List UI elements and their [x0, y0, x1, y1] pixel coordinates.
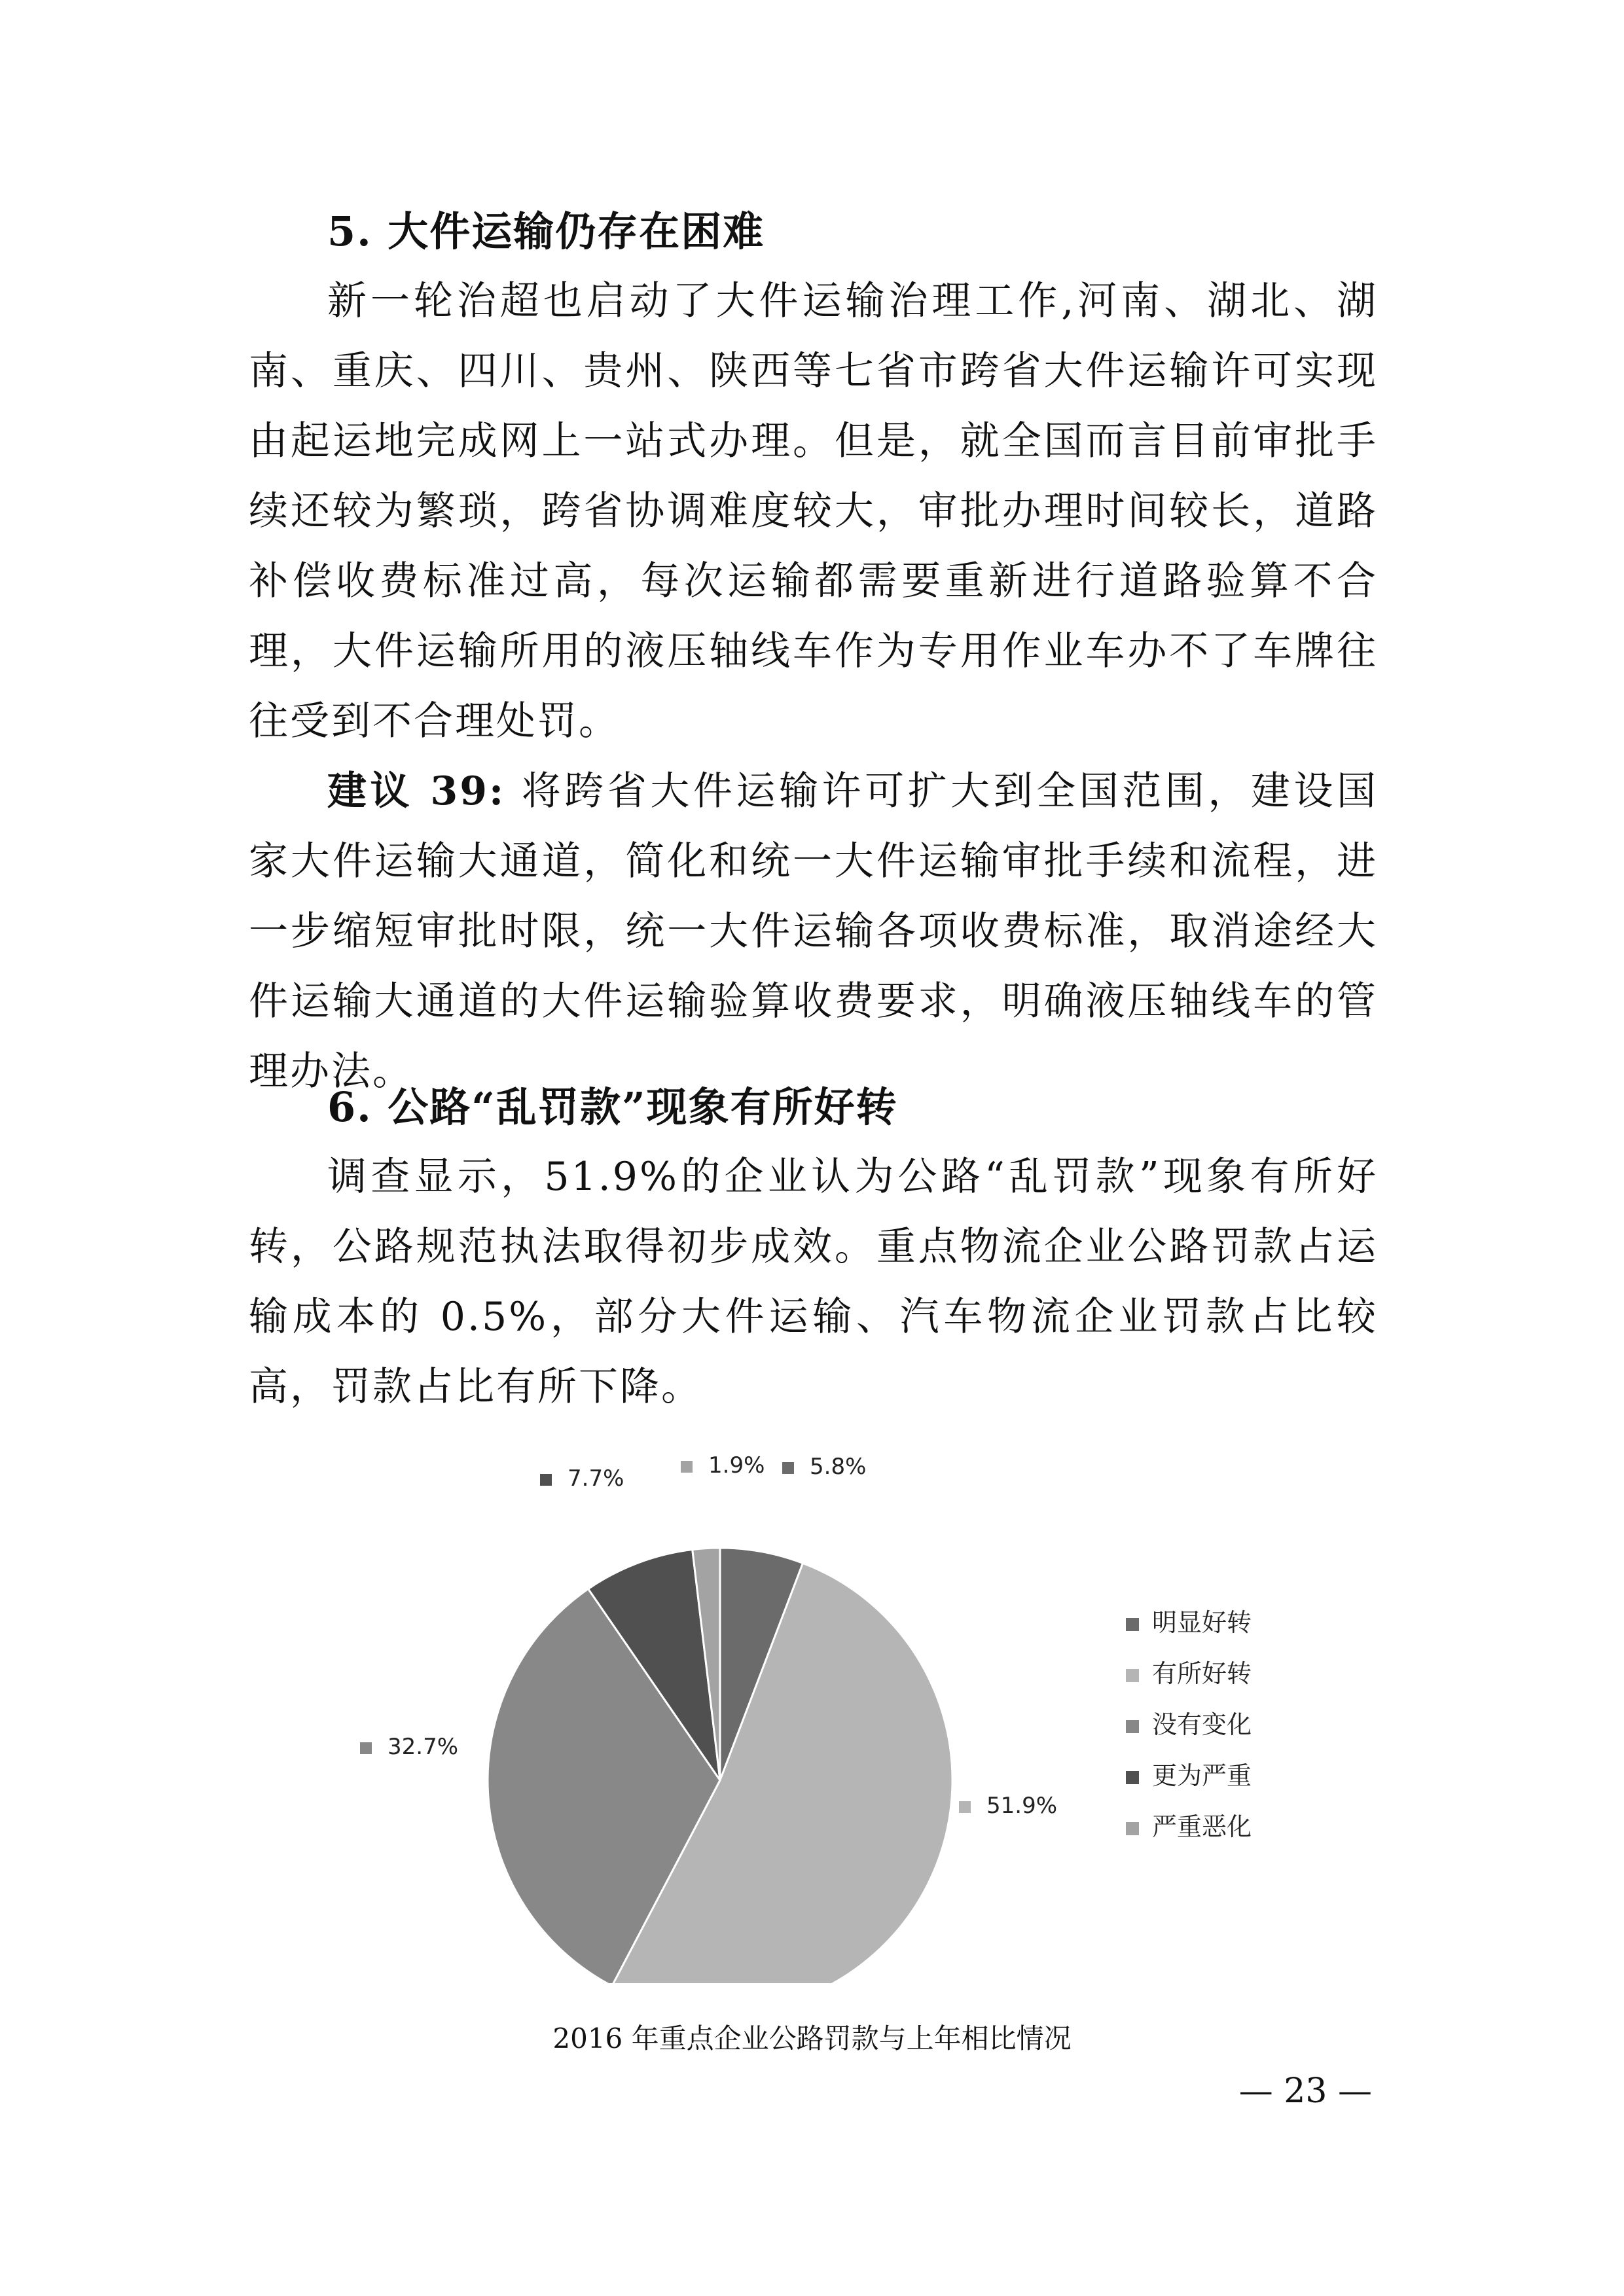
- data-label-2: 51.9%: [986, 1793, 1058, 1819]
- data-label-marker-5: [681, 1461, 693, 1473]
- legend-marker-5: [1126, 1822, 1139, 1835]
- section-5-body: [249, 266, 1378, 1107]
- section-5-paragraph: 新一轮治超也启动了大件运输治理工作,河南、湖北、湖南、重庆、四川、贵州、陕西等七省市跨省大件运输许可实现由起运地完成网上一站式办理。但是，就全国而言目前审批手续还较为繁琐，跨省协调难度较大，审批办理时间较长，道路补偿收费标准过高，每次运输都需要重新进行道路验算不合理，大件运输所用的液压轴线车作为专用作业车办不了车牌往往受到不合理处罚。: [249, 278, 1378, 744]
- suggestion-label: 建议 39:: [327, 768, 506, 814]
- legend-marker-2: [1126, 1669, 1139, 1682]
- data-label-marker-3: [360, 1742, 372, 1754]
- suggestion-text: 将跨省大件运输许可扩大到全国范围，建设国家大件运输大通道，简化和统一大件运输审批手续和流程，进一步缩短审批时限，统一大件运输各项收费标准，取消途经大件运输大通道的大件运输验算收费要求，明确液压轴线车的管理办法。: [249, 768, 1378, 1094]
- suggestion-39-paragraph: [249, 757, 1378, 1107]
- legend-marker-3: [1126, 1720, 1139, 1733]
- data-label-5: 1.9%: [708, 1452, 765, 1479]
- section-6-body: [249, 1142, 1378, 1422]
- legend-label-4: 更为严重: [1152, 1761, 1252, 1790]
- legend-label-1: 明显好转: [1152, 1608, 1252, 1637]
- section-heading-5: 5. 大件运输仍存在困难: [327, 207, 765, 255]
- legend-marker-4: [1126, 1771, 1139, 1784]
- data-label-marker-4: [540, 1474, 552, 1486]
- legend-label-3: 没有变化: [1152, 1710, 1252, 1739]
- data-label-3: 32.7%: [388, 1734, 459, 1760]
- section-6-paragraph: 调查显示，51.9%的企业认为公路“乱罚款”现象有所好转，公路规范执法取得初步成效。重点物流企业公路罚款占运输成本的 0.5%，部分大件运输、汽车物流企业罚款占比较高，罚款占比有所下降。: [249, 1154, 1378, 1410]
- pie-chart-svg: [327, 1446, 1348, 1983]
- data-label-marker-1: [782, 1462, 794, 1474]
- chart-caption: 2016 年重点企业公路罚款与上年相比情况: [552, 2022, 1072, 2054]
- data-label-4: 7.7%: [568, 1465, 624, 1492]
- pie-chart: [327, 1446, 1348, 1983]
- legend-label-5: 严重恶化: [1152, 1812, 1252, 1841]
- section-heading-6: 6. 公路“乱罚款”现象有所好转: [327, 1083, 898, 1131]
- page-number: — 23 —: [1238, 2072, 1372, 2111]
- legend-marker-1: [1126, 1618, 1139, 1631]
- data-label-marker-2: [959, 1801, 971, 1813]
- legend-label-2: 有所好转: [1152, 1659, 1252, 1688]
- data-label-1: 5.8%: [810, 1454, 867, 1480]
